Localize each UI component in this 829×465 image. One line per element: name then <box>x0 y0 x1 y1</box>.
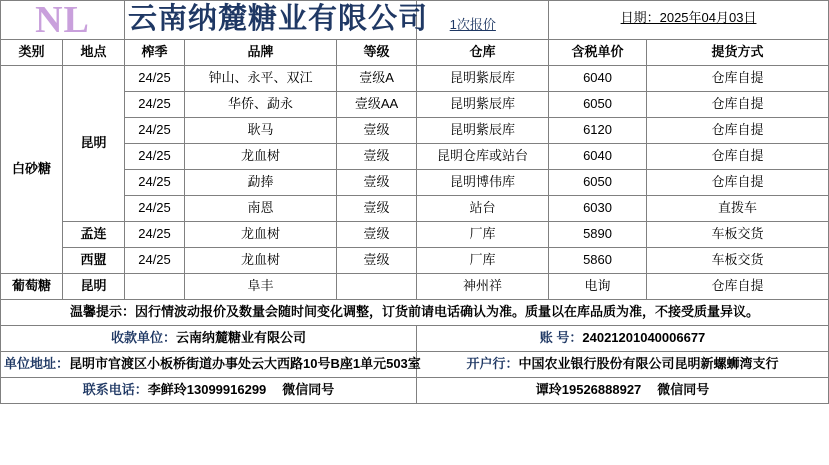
cell-season: 24/25 <box>125 66 185 92</box>
cell-pickup: 仓库自提 <box>647 274 829 300</box>
table-row <box>1 92 829 118</box>
phone-label: 联系电话： <box>82 382 148 398</box>
cell-place-kunming: 昆明 <box>63 66 125 222</box>
cell-grade <box>337 274 417 300</box>
cell-pickup: 车板交货 <box>647 222 829 248</box>
cell-season: 24/25 <box>125 222 185 248</box>
table-row <box>1 170 829 196</box>
cell-warehouse: 昆明紫辰库 <box>417 92 549 118</box>
contact-row <box>1 378 829 404</box>
payee-label: 收款单位： <box>111 330 177 346</box>
cell-warehouse: 昆明紫辰库 <box>417 118 549 144</box>
cell-brand: 龙血树 <box>185 144 337 170</box>
column-header-grade: 等级 <box>337 40 417 66</box>
phone2-value: 谭玲19526888927 <box>535 382 642 398</box>
account-cell <box>417 326 829 352</box>
phone2-wechat-note: 微信同号 <box>657 382 710 398</box>
cell-warehouse: 神州祥 <box>417 274 549 300</box>
cell-season: 24/25 <box>125 248 185 274</box>
cell-season: 24/25 <box>125 144 185 170</box>
table-row <box>1 118 829 144</box>
cell-pickup: 直拨车 <box>647 196 829 222</box>
issue-number: 1次报价 <box>449 16 496 32</box>
payee-value: 云南纳麓糖业有限公司 <box>176 330 307 346</box>
cell-pickup: 仓库自提 <box>647 144 829 170</box>
cell-price: 6120 <box>549 118 647 144</box>
cell-grade: 壹级 <box>337 222 417 248</box>
quote-date: 日期：2025年04月03日 <box>620 9 757 25</box>
column-header-price: 含税单价 <box>549 40 647 66</box>
cell-warehouse: 厂库 <box>417 222 549 248</box>
payee-cell <box>1 326 417 352</box>
payee-row <box>1 326 829 352</box>
company-title-cell <box>125 1 496 40</box>
cell-brand: 华侨、勐永 <box>185 92 337 118</box>
cell-pickup: 仓库自提 <box>647 92 829 118</box>
cell-category-white-sugar: 白砂糖 <box>1 66 63 274</box>
cell-season <box>125 274 185 300</box>
cell-price: 电询 <box>549 274 647 300</box>
quote-date-cell <box>549 1 829 40</box>
cell-grade: 壹级 <box>337 248 417 274</box>
address-value: 昆明市官渡区小板桥街道办事处云大西路10号B座1单元503室 <box>69 356 421 372</box>
cell-price: 6040 <box>549 144 647 170</box>
table-row <box>1 248 829 274</box>
company-logo <box>1 1 125 40</box>
cell-pickup: 仓库自提 <box>647 118 829 144</box>
cell-brand: 耿马 <box>185 118 337 144</box>
notice-row <box>1 300 829 326</box>
address-label: 单位地址： <box>4 356 70 372</box>
cell-brand: 钟山、永平、双江 <box>185 66 337 92</box>
account-label: 账 号： <box>539 330 583 346</box>
bank-label: 开户行： <box>466 356 519 372</box>
logo-text: NL <box>35 0 90 41</box>
cell-warehouse: 昆明仓库或站台 <box>417 144 549 170</box>
phone-value: 李鲜玲13099916299 <box>147 382 267 398</box>
bank-cell <box>417 352 829 378</box>
cell-season: 24/25 <box>125 118 185 144</box>
cell-price: 5890 <box>549 222 647 248</box>
table-row <box>1 144 829 170</box>
cell-season: 24/25 <box>125 170 185 196</box>
contact-cell-secondary <box>417 378 829 404</box>
cell-grade: 壹级 <box>337 118 417 144</box>
table-row <box>1 274 829 300</box>
cell-price: 6050 <box>549 170 647 196</box>
header-band <box>1 1 829 40</box>
cell-price: 6030 <box>549 196 647 222</box>
cell-grade: 壹级A <box>337 66 417 92</box>
cell-place: 西盟 <box>63 248 125 274</box>
cell-brand: 龙血树 <box>185 248 337 274</box>
column-header-brand: 品牌 <box>185 40 337 66</box>
address-cell <box>1 352 421 378</box>
cell-price: 6040 <box>549 66 647 92</box>
column-header-warehouse: 仓库 <box>417 40 549 66</box>
cell-price: 5860 <box>549 248 647 274</box>
page-title: 云南纳麓糖业有限公司 <box>128 3 429 36</box>
column-header-place: 地点 <box>63 40 125 66</box>
cell-brand: 阜丰 <box>185 274 337 300</box>
table-row <box>1 196 829 222</box>
cell-brand: 勐捧 <box>185 170 337 196</box>
cell-warehouse: 昆明紫辰库 <box>417 66 549 92</box>
cell-warehouse: 昆明博伟库 <box>417 170 549 196</box>
cell-place: 孟连 <box>63 222 125 248</box>
cell-warehouse: 站台 <box>417 196 549 222</box>
column-header-pickup: 提货方式 <box>647 40 829 66</box>
cell-category-glucose: 葡萄糖 <box>1 274 63 300</box>
cell-brand: 龙血树 <box>185 222 337 248</box>
cell-grade: 壹级AA <box>337 92 417 118</box>
column-header-season: 榨季 <box>125 40 185 66</box>
cell-grade: 壹级 <box>337 196 417 222</box>
cell-pickup: 车板交货 <box>647 248 829 274</box>
cell-grade: 壹级 <box>337 144 417 170</box>
cell-pickup: 仓库自提 <box>647 170 829 196</box>
column-header-category: 类别 <box>1 40 63 66</box>
table-header-row <box>1 40 829 66</box>
cell-warehouse: 厂库 <box>417 248 549 274</box>
address-row <box>1 352 829 378</box>
account-value: 24021201040006677 <box>582 330 706 346</box>
table-row <box>1 222 829 248</box>
phone-wechat-note: 微信同号 <box>282 382 335 398</box>
cell-price: 6050 <box>549 92 647 118</box>
cell-grade: 壹级 <box>337 170 417 196</box>
cell-season: 24/25 <box>125 196 185 222</box>
contact-cell-primary <box>1 378 417 404</box>
cell-pickup: 仓库自提 <box>647 66 829 92</box>
notice-text: 温馨提示：因行情波动报价及数量会随时间变化调整，订货前请电话确认为准。质量以在库品质为准，不接受质量异议。 <box>1 300 829 326</box>
table-row <box>1 66 829 92</box>
cell-place: 昆明 <box>63 274 125 300</box>
cell-brand: 南恩 <box>185 196 337 222</box>
cell-season: 24/25 <box>125 92 185 118</box>
bank-value: 中国农业银行股份有限公司昆明新螺蛳湾支行 <box>518 356 779 372</box>
